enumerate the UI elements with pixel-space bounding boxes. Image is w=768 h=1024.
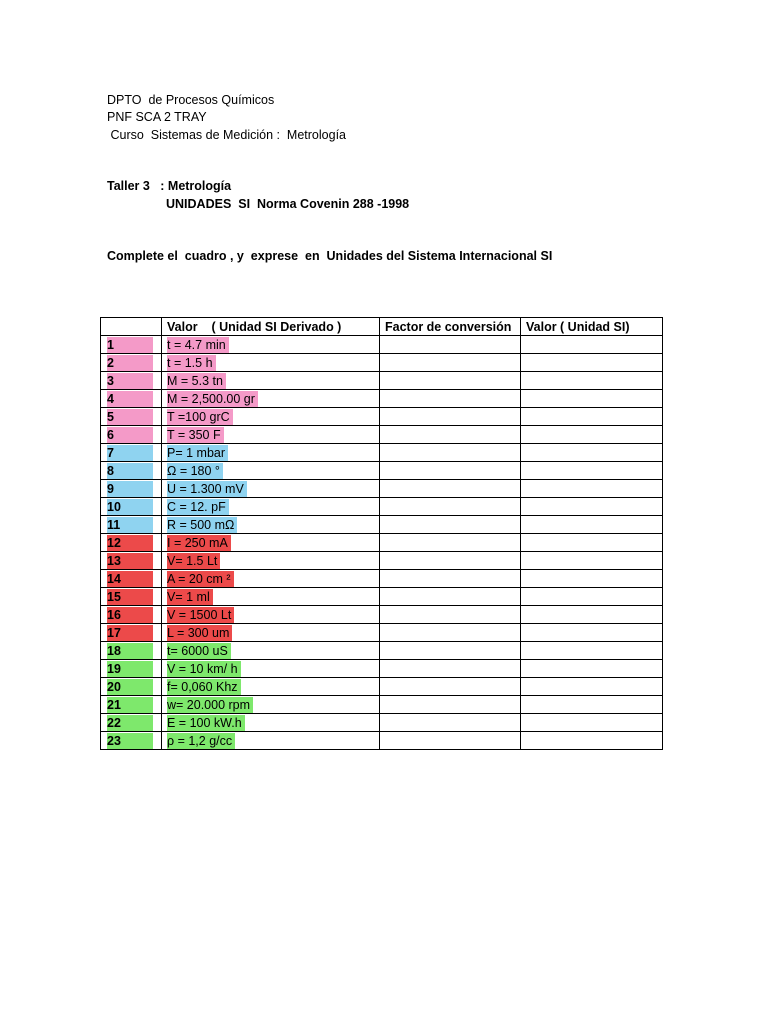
factor-cell[interactable] <box>380 714 521 732</box>
value-label: E = 100 kW.h <box>167 715 245 731</box>
factor-cell[interactable] <box>380 660 521 678</box>
value-cell <box>162 714 380 732</box>
header-number <box>101 318 162 336</box>
table-row <box>101 552 663 570</box>
value-label: T = 350 F <box>167 427 224 443</box>
row-number <box>101 390 162 408</box>
row-number <box>101 408 162 426</box>
course-line: Curso Sistemas de Medición : Metrología <box>107 128 346 142</box>
row-number-label: 23 <box>107 733 153 749</box>
factor-cell[interactable] <box>380 354 521 372</box>
table-row <box>101 642 663 660</box>
row-number-label: 12 <box>107 535 153 551</box>
si-value-cell[interactable] <box>521 534 663 552</box>
si-value-cell[interactable] <box>521 732 663 750</box>
header-factor: Factor de conversión <box>380 318 521 336</box>
value-cell <box>162 426 380 444</box>
row-number-label: 4 <box>107 391 153 407</box>
factor-cell[interactable] <box>380 462 521 480</box>
table-row <box>101 390 663 408</box>
si-value-cell[interactable] <box>521 624 663 642</box>
table-row <box>101 714 663 732</box>
factor-cell[interactable] <box>380 444 521 462</box>
table-row <box>101 660 663 678</box>
value-cell <box>162 570 380 588</box>
row-number-label: 6 <box>107 427 153 443</box>
row-number <box>101 606 162 624</box>
si-value-cell[interactable] <box>521 498 663 516</box>
row-number <box>101 660 162 678</box>
value-label: t= 6000 uS <box>167 643 231 659</box>
value-cell <box>162 678 380 696</box>
value-cell <box>162 534 380 552</box>
si-value-cell[interactable] <box>521 678 663 696</box>
si-value-cell[interactable] <box>521 444 663 462</box>
value-label: t = 4.7 min <box>167 337 229 353</box>
row-number <box>101 372 162 390</box>
value-label: V= 1.5 Lt <box>167 553 220 569</box>
factor-cell[interactable] <box>380 642 521 660</box>
row-number-label: 20 <box>107 679 153 695</box>
value-cell <box>162 462 380 480</box>
si-value-cell[interactable] <box>521 480 663 498</box>
table-row <box>101 336 663 354</box>
factor-cell[interactable] <box>380 516 521 534</box>
factor-cell[interactable] <box>380 480 521 498</box>
row-number <box>101 480 162 498</box>
table-header-row <box>101 318 663 336</box>
row-number-label: 22 <box>107 715 153 731</box>
header-valor: Valor ( Unidad SI Derivado ) <box>162 318 380 336</box>
value-label: T =100 grC <box>167 409 233 425</box>
value-label: U = 1.300 mV <box>167 481 247 497</box>
factor-cell[interactable] <box>380 426 521 444</box>
row-number <box>101 552 162 570</box>
si-value-cell[interactable] <box>521 642 663 660</box>
value-label: w= 20.000 rpm <box>167 697 253 713</box>
table-row <box>101 678 663 696</box>
factor-cell[interactable] <box>380 408 521 426</box>
value-label: P= 1 mbar <box>167 445 228 461</box>
value-cell <box>162 732 380 750</box>
row-number-label: 13 <box>107 553 153 569</box>
table-row <box>101 408 663 426</box>
value-label: I = 250 mA <box>167 535 231 551</box>
instruction-text: Complete el cuadro , y exprese en Unidades del Sistema Internacional SI <box>107 249 553 263</box>
row-number <box>101 534 162 552</box>
row-number-label: 15 <box>107 589 153 605</box>
value-cell <box>162 336 380 354</box>
table-row <box>101 498 663 516</box>
si-value-cell[interactable] <box>521 426 663 444</box>
program-line: PNF SCA 2 TRAY <box>107 110 207 124</box>
value-cell <box>162 696 380 714</box>
row-number-label: 3 <box>107 373 153 389</box>
row-number-label: 1 <box>107 337 153 353</box>
conversion-table <box>100 317 663 750</box>
si-value-cell[interactable] <box>521 336 663 354</box>
value-cell <box>162 354 380 372</box>
factor-cell[interactable] <box>380 390 521 408</box>
value-label: V = 1500 Lt <box>167 607 234 623</box>
row-number <box>101 426 162 444</box>
row-number-label: 9 <box>107 481 153 497</box>
value-label: A = 20 cm ² <box>167 571 234 587</box>
value-cell <box>162 606 380 624</box>
value-label: f= 0,060 Khz <box>167 679 241 695</box>
row-number-label: 5 <box>107 409 153 425</box>
value-cell <box>162 552 380 570</box>
si-value-cell[interactable] <box>521 390 663 408</box>
row-number <box>101 624 162 642</box>
table-row <box>101 732 663 750</box>
factor-cell[interactable] <box>380 498 521 516</box>
row-number-label: 17 <box>107 625 153 641</box>
row-number <box>101 354 162 372</box>
header-valor-si: Valor ( Unidad SI) <box>521 318 663 336</box>
factor-cell[interactable] <box>380 588 521 606</box>
table-row <box>101 696 663 714</box>
si-value-cell[interactable] <box>521 354 663 372</box>
table-row <box>101 606 663 624</box>
si-value-cell[interactable] <box>521 570 663 588</box>
table-row <box>101 462 663 480</box>
factor-cell[interactable] <box>380 678 521 696</box>
factor-cell[interactable] <box>380 732 521 750</box>
factor-cell[interactable] <box>380 570 521 588</box>
table-row <box>101 372 663 390</box>
row-number-label: 21 <box>107 697 153 713</box>
row-number <box>101 696 162 714</box>
row-number <box>101 336 162 354</box>
factor-cell[interactable] <box>380 534 521 552</box>
row-number <box>101 588 162 606</box>
value-label: t = 1.5 h <box>167 355 216 371</box>
value-cell <box>162 516 380 534</box>
si-value-cell[interactable] <box>521 588 663 606</box>
table-row <box>101 534 663 552</box>
value-label: ρ = 1,2 g/cc <box>167 733 235 749</box>
si-value-cell[interactable] <box>521 552 663 570</box>
row-number-label: 18 <box>107 643 153 659</box>
value-cell <box>162 390 380 408</box>
factor-cell[interactable] <box>380 606 521 624</box>
value-label: V= 1 ml <box>167 589 213 605</box>
value-label: R = 500 mΩ <box>167 517 237 533</box>
value-label: C = 12. pF <box>167 499 229 515</box>
si-value-cell[interactable] <box>521 408 663 426</box>
row-number <box>101 462 162 480</box>
row-number-label: 8 <box>107 463 153 479</box>
value-cell <box>162 624 380 642</box>
value-label: L = 300 um <box>167 625 232 641</box>
row-number <box>101 642 162 660</box>
row-number-label: 16 <box>107 607 153 623</box>
value-cell <box>162 660 380 678</box>
si-value-cell[interactable] <box>521 696 663 714</box>
row-number-label: 7 <box>107 445 153 461</box>
department-line: DPTO de Procesos Químicos <box>107 93 275 107</box>
table-row <box>101 444 663 462</box>
si-value-cell[interactable] <box>521 372 663 390</box>
row-number <box>101 678 162 696</box>
workshop-subtitle: UNIDADES SI Norma Covenin 288 -1998 <box>166 197 410 211</box>
value-cell <box>162 588 380 606</box>
table-row <box>101 480 663 498</box>
value-cell <box>162 642 380 660</box>
value-label: Ω = 180 ° <box>167 463 223 479</box>
value-label: V = 10 km/ h <box>167 661 241 677</box>
row-number-label: 10 <box>107 499 153 515</box>
row-number <box>101 570 162 588</box>
row-number <box>101 516 162 534</box>
factor-cell[interactable] <box>380 624 521 642</box>
table-row <box>101 426 663 444</box>
si-value-cell[interactable] <box>521 516 663 534</box>
value-cell <box>162 408 380 426</box>
si-value-cell[interactable] <box>521 714 663 732</box>
value-cell <box>162 480 380 498</box>
row-number-label: 19 <box>107 661 153 677</box>
factor-cell[interactable] <box>380 372 521 390</box>
value-cell <box>162 372 380 390</box>
table-row <box>101 624 663 642</box>
si-value-cell[interactable] <box>521 462 663 480</box>
row-number <box>101 498 162 516</box>
si-value-cell[interactable] <box>521 606 663 624</box>
value-cell <box>162 498 380 516</box>
factor-cell[interactable] <box>380 696 521 714</box>
value-label: M = 5.3 tn <box>167 373 226 389</box>
si-value-cell[interactable] <box>521 660 663 678</box>
row-number <box>101 444 162 462</box>
value-cell <box>162 444 380 462</box>
factor-cell[interactable] <box>380 336 521 354</box>
table-row <box>101 354 663 372</box>
row-number <box>101 732 162 750</box>
factor-cell[interactable] <box>380 552 521 570</box>
workshop-title: Taller 3 : Metrología <box>107 179 232 193</box>
row-number <box>101 714 162 732</box>
row-number-label: 2 <box>107 355 153 371</box>
row-number-label: 14 <box>107 571 153 587</box>
value-label: M = 2,500.00 gr <box>167 391 258 407</box>
table-row <box>101 570 663 588</box>
table-row <box>101 588 663 606</box>
row-number-label: 11 <box>107 517 153 533</box>
table-row <box>101 516 663 534</box>
